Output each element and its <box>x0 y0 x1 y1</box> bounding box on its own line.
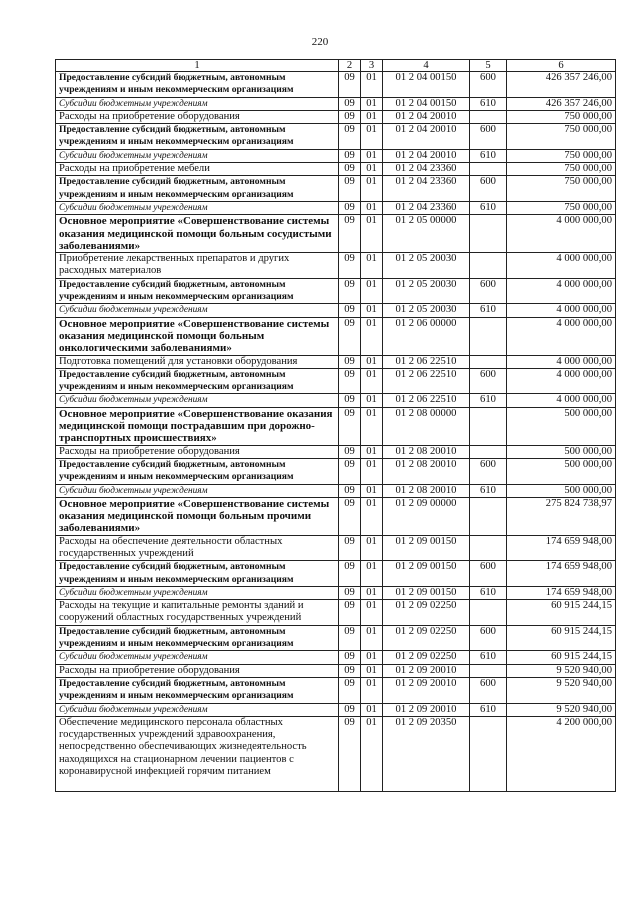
row-name-cell: Расходы на текущие и капитальные ремонты зданий и сооружений областных государственных учреждений <box>56 600 339 626</box>
subsection-cell: 01 <box>361 561 383 587</box>
section-cell: 09 <box>339 677 361 703</box>
expense-type-cell <box>470 407 507 445</box>
subsection-cell: 01 <box>361 253 383 279</box>
subsection-cell: 01 <box>361 201 383 214</box>
target-article-cell: 01 2 06 00000 <box>383 317 470 355</box>
row-name-cell: Субсидии бюджетным учреждениям <box>56 651 339 664</box>
row-name-cell: Основное мероприятие «Совершенствование системы оказания медицинской помощи больным онкологическими заболеваниями» <box>56 317 339 355</box>
subsection-cell: 01 <box>361 163 383 176</box>
section-cell: 09 <box>339 651 361 664</box>
row-name-cell: Расходы на приобретение мебели <box>56 163 339 176</box>
section-cell: 09 <box>339 600 361 626</box>
target-article-cell: 01 2 04 20010 <box>383 124 470 150</box>
amount-cell: 9 520 940,00 <box>507 677 616 703</box>
target-article-cell: 01 2 06 22510 <box>383 355 470 368</box>
table-row <box>56 407 616 445</box>
target-article-cell: 01 2 08 20010 <box>383 445 470 458</box>
section-cell: 09 <box>339 163 361 176</box>
row-name-cell: Предоставление субсидий бюджетным, автономным учреждениям и иным некоммерческим организациям <box>56 278 339 304</box>
table-row <box>56 201 616 214</box>
section-cell: 09 <box>339 355 361 368</box>
amount-cell: 4 000 000,00 <box>507 304 616 317</box>
amount-cell: 500 000,00 <box>507 484 616 497</box>
table-row <box>56 110 616 123</box>
table-row <box>56 149 616 162</box>
section-cell: 09 <box>339 703 361 716</box>
row-name-cell: Расходы на обеспечение деятельности областных государственных учреждений <box>56 535 339 561</box>
subsection-cell: 01 <box>361 394 383 407</box>
row-name-cell: Предоставление субсидий бюджетным, автономным учреждениям и иным некоммерческим организациям <box>56 176 339 202</box>
subsection-cell: 01 <box>361 484 383 497</box>
target-article-cell: 01 2 06 22510 <box>383 368 470 394</box>
expense-type-cell: 610 <box>470 586 507 599</box>
expense-type-cell: 600 <box>470 176 507 202</box>
amount-cell: 60 915 244,15 <box>507 600 616 626</box>
column-header: 3 <box>361 60 383 72</box>
section-cell: 09 <box>339 664 361 677</box>
amount-cell: 500 000,00 <box>507 407 616 445</box>
row-name-cell: Предоставление субсидий бюджетным, автономным учреждениям и иным некоммерческим организациям <box>56 72 339 98</box>
table-row <box>56 368 616 394</box>
target-article-cell: 01 2 04 23360 <box>383 163 470 176</box>
section-cell: 09 <box>339 253 361 279</box>
target-article-cell: 01 2 08 20010 <box>383 458 470 484</box>
target-article-cell: 01 2 05 20030 <box>383 253 470 279</box>
expense-type-cell: 600 <box>470 278 507 304</box>
section-cell: 09 <box>339 215 361 253</box>
amount-cell: 275 824 738,97 <box>507 497 616 535</box>
expense-type-cell: 610 <box>470 484 507 497</box>
target-article-cell: 01 2 09 00150 <box>383 561 470 587</box>
expense-type-cell <box>470 253 507 279</box>
table-row <box>56 124 616 150</box>
amount-cell: 4 000 000,00 <box>507 394 616 407</box>
section-cell: 09 <box>339 458 361 484</box>
amount-cell: 750 000,00 <box>507 124 616 150</box>
expense-type-cell <box>470 664 507 677</box>
expense-type-cell <box>470 163 507 176</box>
column-header: 2 <box>339 60 361 72</box>
row-name-cell: Основное мероприятие «Совершенствование системы оказания медицинской помощи больным сосудистыми заболеваниями» <box>56 215 339 253</box>
table-row <box>56 355 616 368</box>
expense-type-cell: 600 <box>470 124 507 150</box>
table-row <box>56 664 616 677</box>
expense-type-cell <box>470 535 507 561</box>
table-row <box>56 278 616 304</box>
table-row <box>56 97 616 110</box>
expense-type-cell <box>470 110 507 123</box>
subsection-cell: 01 <box>361 72 383 98</box>
section-cell: 09 <box>339 124 361 150</box>
subsection-cell: 01 <box>361 664 383 677</box>
target-article-cell: 01 2 09 02250 <box>383 651 470 664</box>
row-name-cell: Субсидии бюджетным учреждениям <box>56 586 339 599</box>
section-cell: 09 <box>339 535 361 561</box>
row-name-cell: Приобретение лекарственных препаратов и других расходных материалов <box>56 253 339 279</box>
expense-type-cell: 600 <box>470 561 507 587</box>
amount-cell: 750 000,00 <box>507 201 616 214</box>
page-number: 220 <box>311 36 329 48</box>
section-cell: 09 <box>339 561 361 587</box>
subsection-cell: 01 <box>361 703 383 716</box>
amount-cell: 9 520 940,00 <box>507 664 616 677</box>
target-article-cell: 01 2 09 20350 <box>383 716 470 791</box>
subsection-cell: 01 <box>361 215 383 253</box>
subsection-cell: 01 <box>361 97 383 110</box>
table-row <box>56 72 616 98</box>
subsection-cell: 01 <box>361 625 383 651</box>
section-cell: 09 <box>339 176 361 202</box>
section-cell: 09 <box>339 201 361 214</box>
target-article-cell: 01 2 09 20010 <box>383 677 470 703</box>
target-article-cell: 01 2 09 20010 <box>383 703 470 716</box>
subsection-cell: 01 <box>361 716 383 791</box>
amount-cell: 750 000,00 <box>507 163 616 176</box>
column-header: 5 <box>470 60 507 72</box>
row-name-cell: Субсидии бюджетным учреждениям <box>56 484 339 497</box>
section-cell: 09 <box>339 586 361 599</box>
section-cell: 09 <box>339 97 361 110</box>
expense-type-cell <box>470 355 507 368</box>
subsection-cell: 01 <box>361 176 383 202</box>
expense-type-cell: 610 <box>470 703 507 716</box>
row-name-cell: Субсидии бюджетным учреждениям <box>56 201 339 214</box>
table-row <box>56 586 616 599</box>
row-name-cell: Предоставление субсидий бюджетным, автономным учреждениям и иным некоммерческим организациям <box>56 561 339 587</box>
row-name-cell: Основное мероприятие «Совершенствование оказания медицинской помощи пострадавшим при дорожно-транспортных происшествиях» <box>56 407 339 445</box>
table-row <box>56 535 616 561</box>
subsection-cell: 01 <box>361 278 383 304</box>
amount-cell: 426 357 246,00 <box>507 72 616 98</box>
subsection-cell: 01 <box>361 600 383 626</box>
section-cell: 09 <box>339 407 361 445</box>
row-name-cell: Субсидии бюджетным учреждениям <box>56 97 339 110</box>
expense-type-cell <box>470 317 507 355</box>
row-name-cell: Расходы на приобретение оборудования <box>56 445 339 458</box>
target-article-cell: 01 2 09 20010 <box>383 664 470 677</box>
table-row <box>56 716 616 791</box>
section-cell: 09 <box>339 484 361 497</box>
subsection-cell: 01 <box>361 407 383 445</box>
table-row <box>56 677 616 703</box>
amount-cell: 4 000 000,00 <box>507 355 616 368</box>
header-row <box>56 60 616 72</box>
subsection-cell: 01 <box>361 677 383 703</box>
target-article-cell: 01 2 05 00000 <box>383 215 470 253</box>
target-article-cell: 01 2 04 23360 <box>383 201 470 214</box>
row-name-cell: Расходы на приобретение оборудования <box>56 110 339 123</box>
table-row <box>56 163 616 176</box>
row-name-cell: Предоставление субсидий бюджетным, автономным учреждениям и иным некоммерческим организациям <box>56 458 339 484</box>
table-row <box>56 176 616 202</box>
amount-cell: 4 000 000,00 <box>507 215 616 253</box>
table-row <box>56 458 616 484</box>
expense-type-cell <box>470 445 507 458</box>
target-article-cell: 01 2 04 00150 <box>383 97 470 110</box>
expense-type-cell: 610 <box>470 201 507 214</box>
amount-cell: 500 000,00 <box>507 445 616 458</box>
table-row <box>56 625 616 651</box>
expense-type-cell: 610 <box>470 304 507 317</box>
expense-type-cell: 600 <box>470 72 507 98</box>
expense-type-cell: 600 <box>470 368 507 394</box>
row-name-cell: Предоставление субсидий бюджетным, автономным учреждениям и иным некоммерческим организациям <box>56 625 339 651</box>
row-name-cell: Субсидии бюджетным учреждениям <box>56 304 339 317</box>
amount-cell: 750 000,00 <box>507 110 616 123</box>
amount-cell: 426 357 246,00 <box>507 97 616 110</box>
target-article-cell: 01 2 05 20030 <box>383 278 470 304</box>
table-row <box>56 253 616 279</box>
expense-type-cell: 610 <box>470 394 507 407</box>
amount-cell: 174 659 948,00 <box>507 535 616 561</box>
subsection-cell: 01 <box>361 149 383 162</box>
section-cell: 09 <box>339 304 361 317</box>
row-name-cell: Субсидии бюджетным учреждениям <box>56 149 339 162</box>
amount-cell: 9 520 940,00 <box>507 703 616 716</box>
row-name-cell: Предоставление субсидий бюджетным, автономным учреждениям и иным некоммерческим организациям <box>56 368 339 394</box>
amount-cell: 750 000,00 <box>507 149 616 162</box>
subsection-cell: 01 <box>361 497 383 535</box>
table-row <box>56 317 616 355</box>
section-cell: 09 <box>339 497 361 535</box>
table-row <box>56 445 616 458</box>
amount-cell: 750 000,00 <box>507 176 616 202</box>
column-header: 1 <box>56 60 339 72</box>
column-header: 6 <box>507 60 616 72</box>
amount-cell: 4 200 000,00 <box>507 716 616 791</box>
table-row <box>56 651 616 664</box>
section-cell: 09 <box>339 278 361 304</box>
amount-cell: 4 000 000,00 <box>507 317 616 355</box>
section-cell: 09 <box>339 368 361 394</box>
subsection-cell: 01 <box>361 368 383 394</box>
expense-type-cell: 610 <box>470 97 507 110</box>
table-row <box>56 484 616 497</box>
table-row <box>56 561 616 587</box>
expense-type-cell <box>470 215 507 253</box>
section-cell: 09 <box>339 72 361 98</box>
expense-type-cell <box>470 600 507 626</box>
target-article-cell: 01 2 08 00000 <box>383 407 470 445</box>
expense-type-cell: 600 <box>470 625 507 651</box>
subsection-cell: 01 <box>361 535 383 561</box>
subsection-cell: 01 <box>361 304 383 317</box>
target-article-cell: 01 2 06 22510 <box>383 394 470 407</box>
target-article-cell: 01 2 08 20010 <box>383 484 470 497</box>
section-cell: 09 <box>339 716 361 791</box>
subsection-cell: 01 <box>361 458 383 484</box>
subsection-cell: 01 <box>361 124 383 150</box>
target-article-cell: 01 2 09 00000 <box>383 497 470 535</box>
target-article-cell: 01 2 09 00150 <box>383 535 470 561</box>
expense-type-cell <box>470 497 507 535</box>
section-cell: 09 <box>339 394 361 407</box>
subsection-cell: 01 <box>361 651 383 664</box>
row-name-cell: Предоставление субсидий бюджетным, автономным учреждениям и иным некоммерческим организациям <box>56 677 339 703</box>
section-cell: 09 <box>339 110 361 123</box>
target-article-cell: 01 2 04 20010 <box>383 110 470 123</box>
row-name-cell: Подготовка помещений для установки оборудования <box>56 355 339 368</box>
row-name-cell: Основное мероприятие «Совершенствование системы оказания медицинской помощи больным прочими заболеваниями» <box>56 497 339 535</box>
subsection-cell: 01 <box>361 445 383 458</box>
subsection-cell: 01 <box>361 586 383 599</box>
table-row <box>56 703 616 716</box>
amount-cell: 500 000,00 <box>507 458 616 484</box>
column-header: 4 <box>383 60 470 72</box>
table-row <box>56 215 616 253</box>
target-article-cell: 01 2 05 20030 <box>383 304 470 317</box>
expense-type-cell: 600 <box>470 677 507 703</box>
target-article-cell: 01 2 04 20010 <box>383 149 470 162</box>
amount-cell: 4 000 000,00 <box>507 368 616 394</box>
section-cell: 09 <box>339 317 361 355</box>
row-name-cell: Субсидии бюджетным учреждениям <box>56 394 339 407</box>
row-name-cell: Субсидии бюджетным учреждениям <box>56 703 339 716</box>
table-row <box>56 497 616 535</box>
subsection-cell: 01 <box>361 317 383 355</box>
amount-cell: 60 915 244,15 <box>507 625 616 651</box>
target-article-cell: 01 2 04 23360 <box>383 176 470 202</box>
row-name-cell: Расходы на приобретение оборудования <box>56 664 339 677</box>
subsection-cell: 01 <box>361 355 383 368</box>
budget-table <box>55 59 616 792</box>
expense-type-cell: 600 <box>470 458 507 484</box>
section-cell: 09 <box>339 149 361 162</box>
table-row <box>56 600 616 626</box>
table-row <box>56 394 616 407</box>
section-cell: 09 <box>339 625 361 651</box>
amount-cell: 174 659 948,00 <box>507 586 616 599</box>
amount-cell: 174 659 948,00 <box>507 561 616 587</box>
expense-type-cell <box>470 716 507 791</box>
subsection-cell: 01 <box>361 110 383 123</box>
target-article-cell: 01 2 04 00150 <box>383 72 470 98</box>
target-article-cell: 01 2 09 00150 <box>383 586 470 599</box>
expense-type-cell: 610 <box>470 149 507 162</box>
target-article-cell: 01 2 09 02250 <box>383 600 470 626</box>
amount-cell: 60 915 244,15 <box>507 651 616 664</box>
expense-type-cell: 610 <box>470 651 507 664</box>
row-name-cell: Предоставление субсидий бюджетным, автономным учреждениям и иным некоммерческим организациям <box>56 124 339 150</box>
amount-cell: 4 000 000,00 <box>507 253 616 279</box>
table-row <box>56 304 616 317</box>
target-article-cell: 01 2 09 02250 <box>383 625 470 651</box>
amount-cell: 4 000 000,00 <box>507 278 616 304</box>
row-name-cell: Обеспечение медицинского персонала областных государственных учреждений здравоохранения, непосредственно обеспечивающих жизнедеятельность находящихся на стационарном лечении пациентов с коронавирусной инфекцией горячим питанием <box>56 716 339 791</box>
section-cell: 09 <box>339 445 361 458</box>
